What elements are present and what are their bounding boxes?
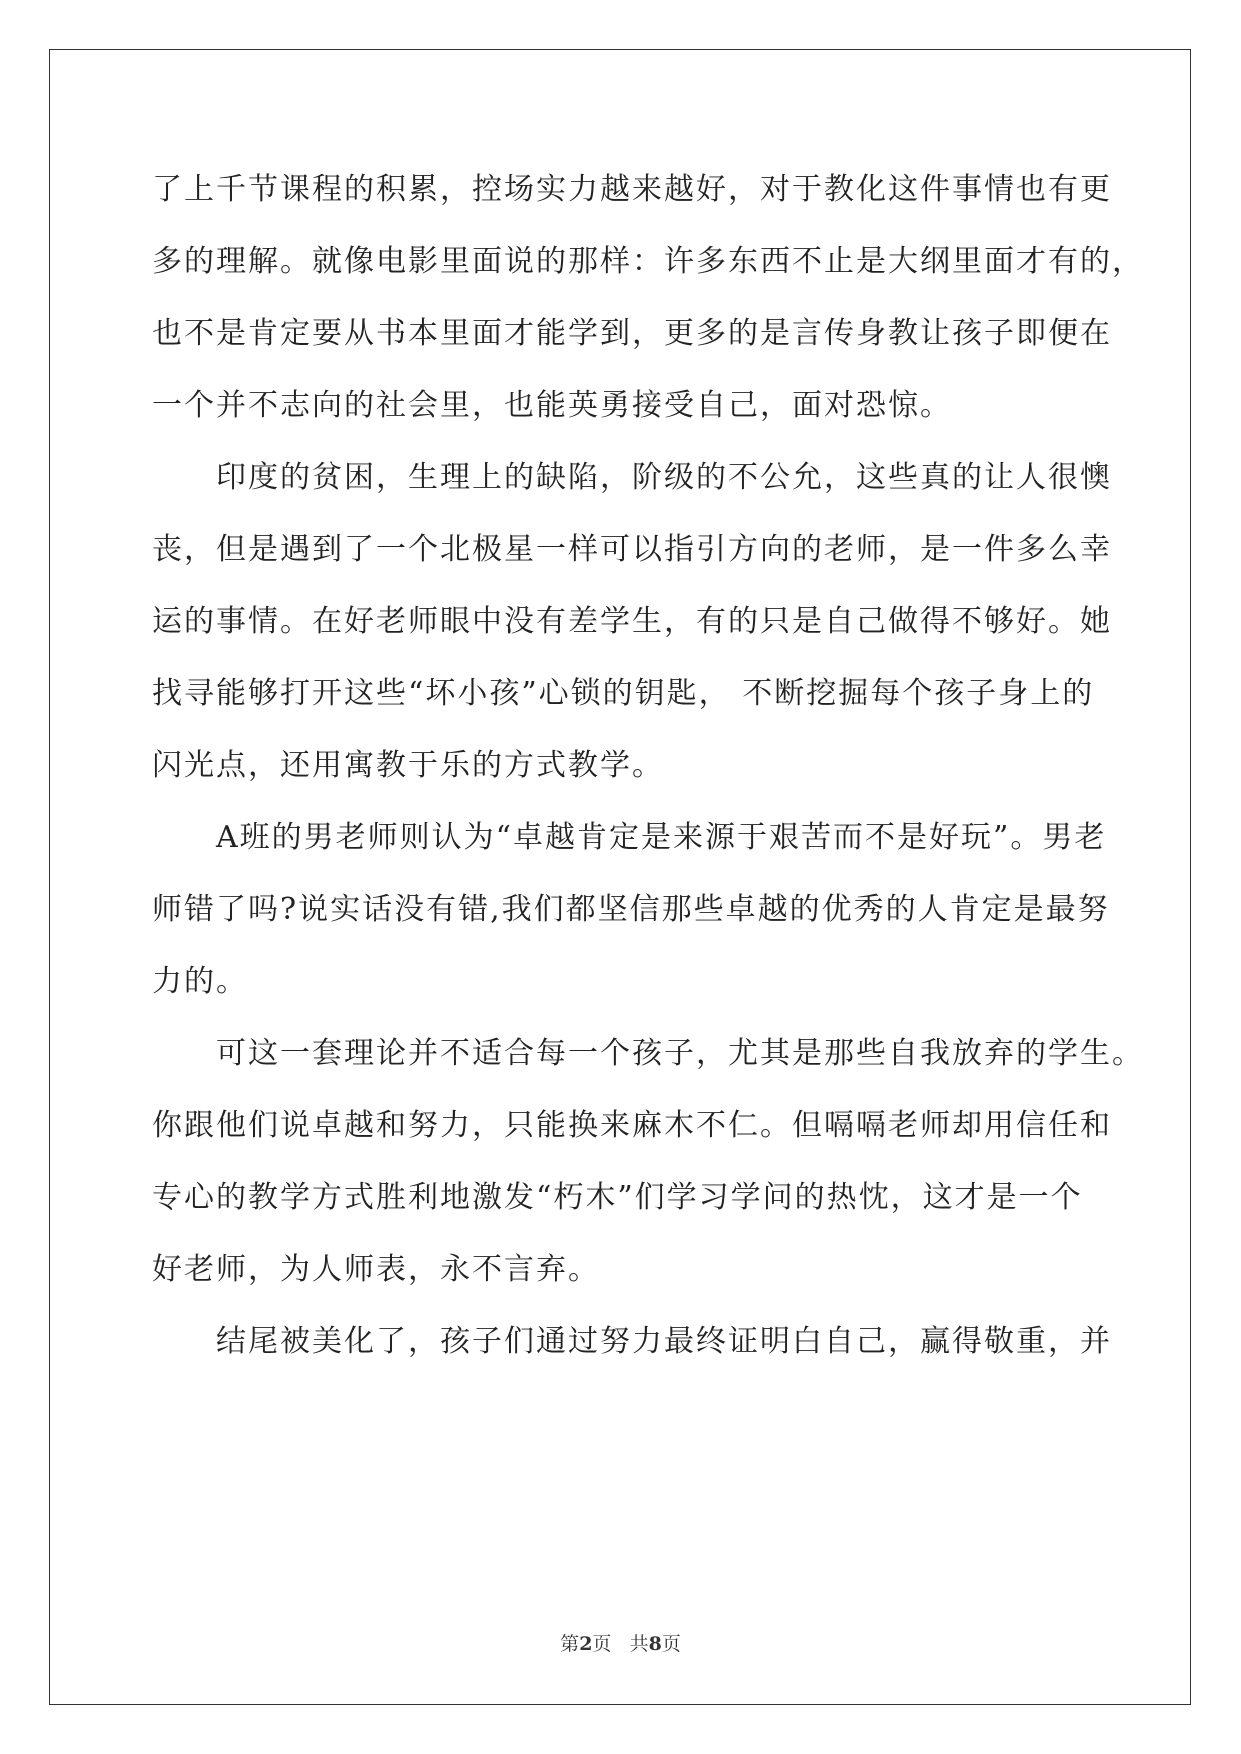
text-line: 运的事情。在好老师眼中没有差学生，有的只是自己做得不够好。她 <box>152 604 1112 639</box>
total-prefix: 共 <box>629 1633 649 1655</box>
page-current: 2 <box>579 1633 593 1655</box>
text-line: 找寻能够打开这些“坏小孩”心锁的钥匙， 不断挖掘每个孩子身上的 <box>152 676 1095 711</box>
text-line: 多的理解。就像电影里面说的那样：许多东西不止是大纲里面才有的， <box>152 244 1144 279</box>
text-line: A班的男老师则认为“卓越肯定是来源于艰苦而不是好玩”。男老 <box>152 820 1107 855</box>
page-footer <box>0 1629 1241 1656</box>
text-line: 可这一套理论并不适合每一个孩子，尤其是那些自我放弃的学生。 <box>152 1036 1144 1071</box>
text-line: 印度的贫困，生理上的缺陷，阶级的不公允，这些真的让人很懊 <box>152 460 1112 495</box>
text-line: 也不是肯定要从书本里面才能学到，更多的是言传身教让孩子即便在 <box>152 316 1112 351</box>
text-line: 师错了吗?说实话没有错,我们都坚信那些卓越的优秀的人肯定是最努 <box>152 892 1110 927</box>
text-line: 了上千节课程的积累，控场实力越来越好，对于教化这件事情也有更 <box>152 172 1112 207</box>
page-total: 8 <box>648 1633 662 1655</box>
text-line: 一个并不志向的社会里，也能英勇接受自己，面对恐惊。 <box>152 388 952 423</box>
text-line: 结尾被美化了，孩子们通过努力最终证明白自己，赢得敬重，并 <box>152 1324 1112 1359</box>
total-suffix: 页 <box>661 1633 681 1655</box>
page-prefix: 第 <box>560 1633 580 1655</box>
text-line: 力的。 <box>152 964 248 999</box>
text-line: 闪光点，还用寓教于乐的方式教学。 <box>152 748 664 783</box>
document-body <box>152 154 1144 1378</box>
text-line: 丧，但是遇到了一个北极星一样可以指引方向的老师，是一件多么幸 <box>152 532 1112 567</box>
text-line: 好老师，为人师表，永不言弃。 <box>152 1252 600 1287</box>
page-suffix: 页 <box>592 1633 612 1655</box>
text-line: 专心的教学方式胜利地激发“朽木”们学习学问的热忱，这才是一个 <box>152 1180 1083 1215</box>
text-line: 你跟他们说卓越和努力，只能换来麻木不仁。但嗝嗝老师却用信任和 <box>152 1108 1112 1143</box>
